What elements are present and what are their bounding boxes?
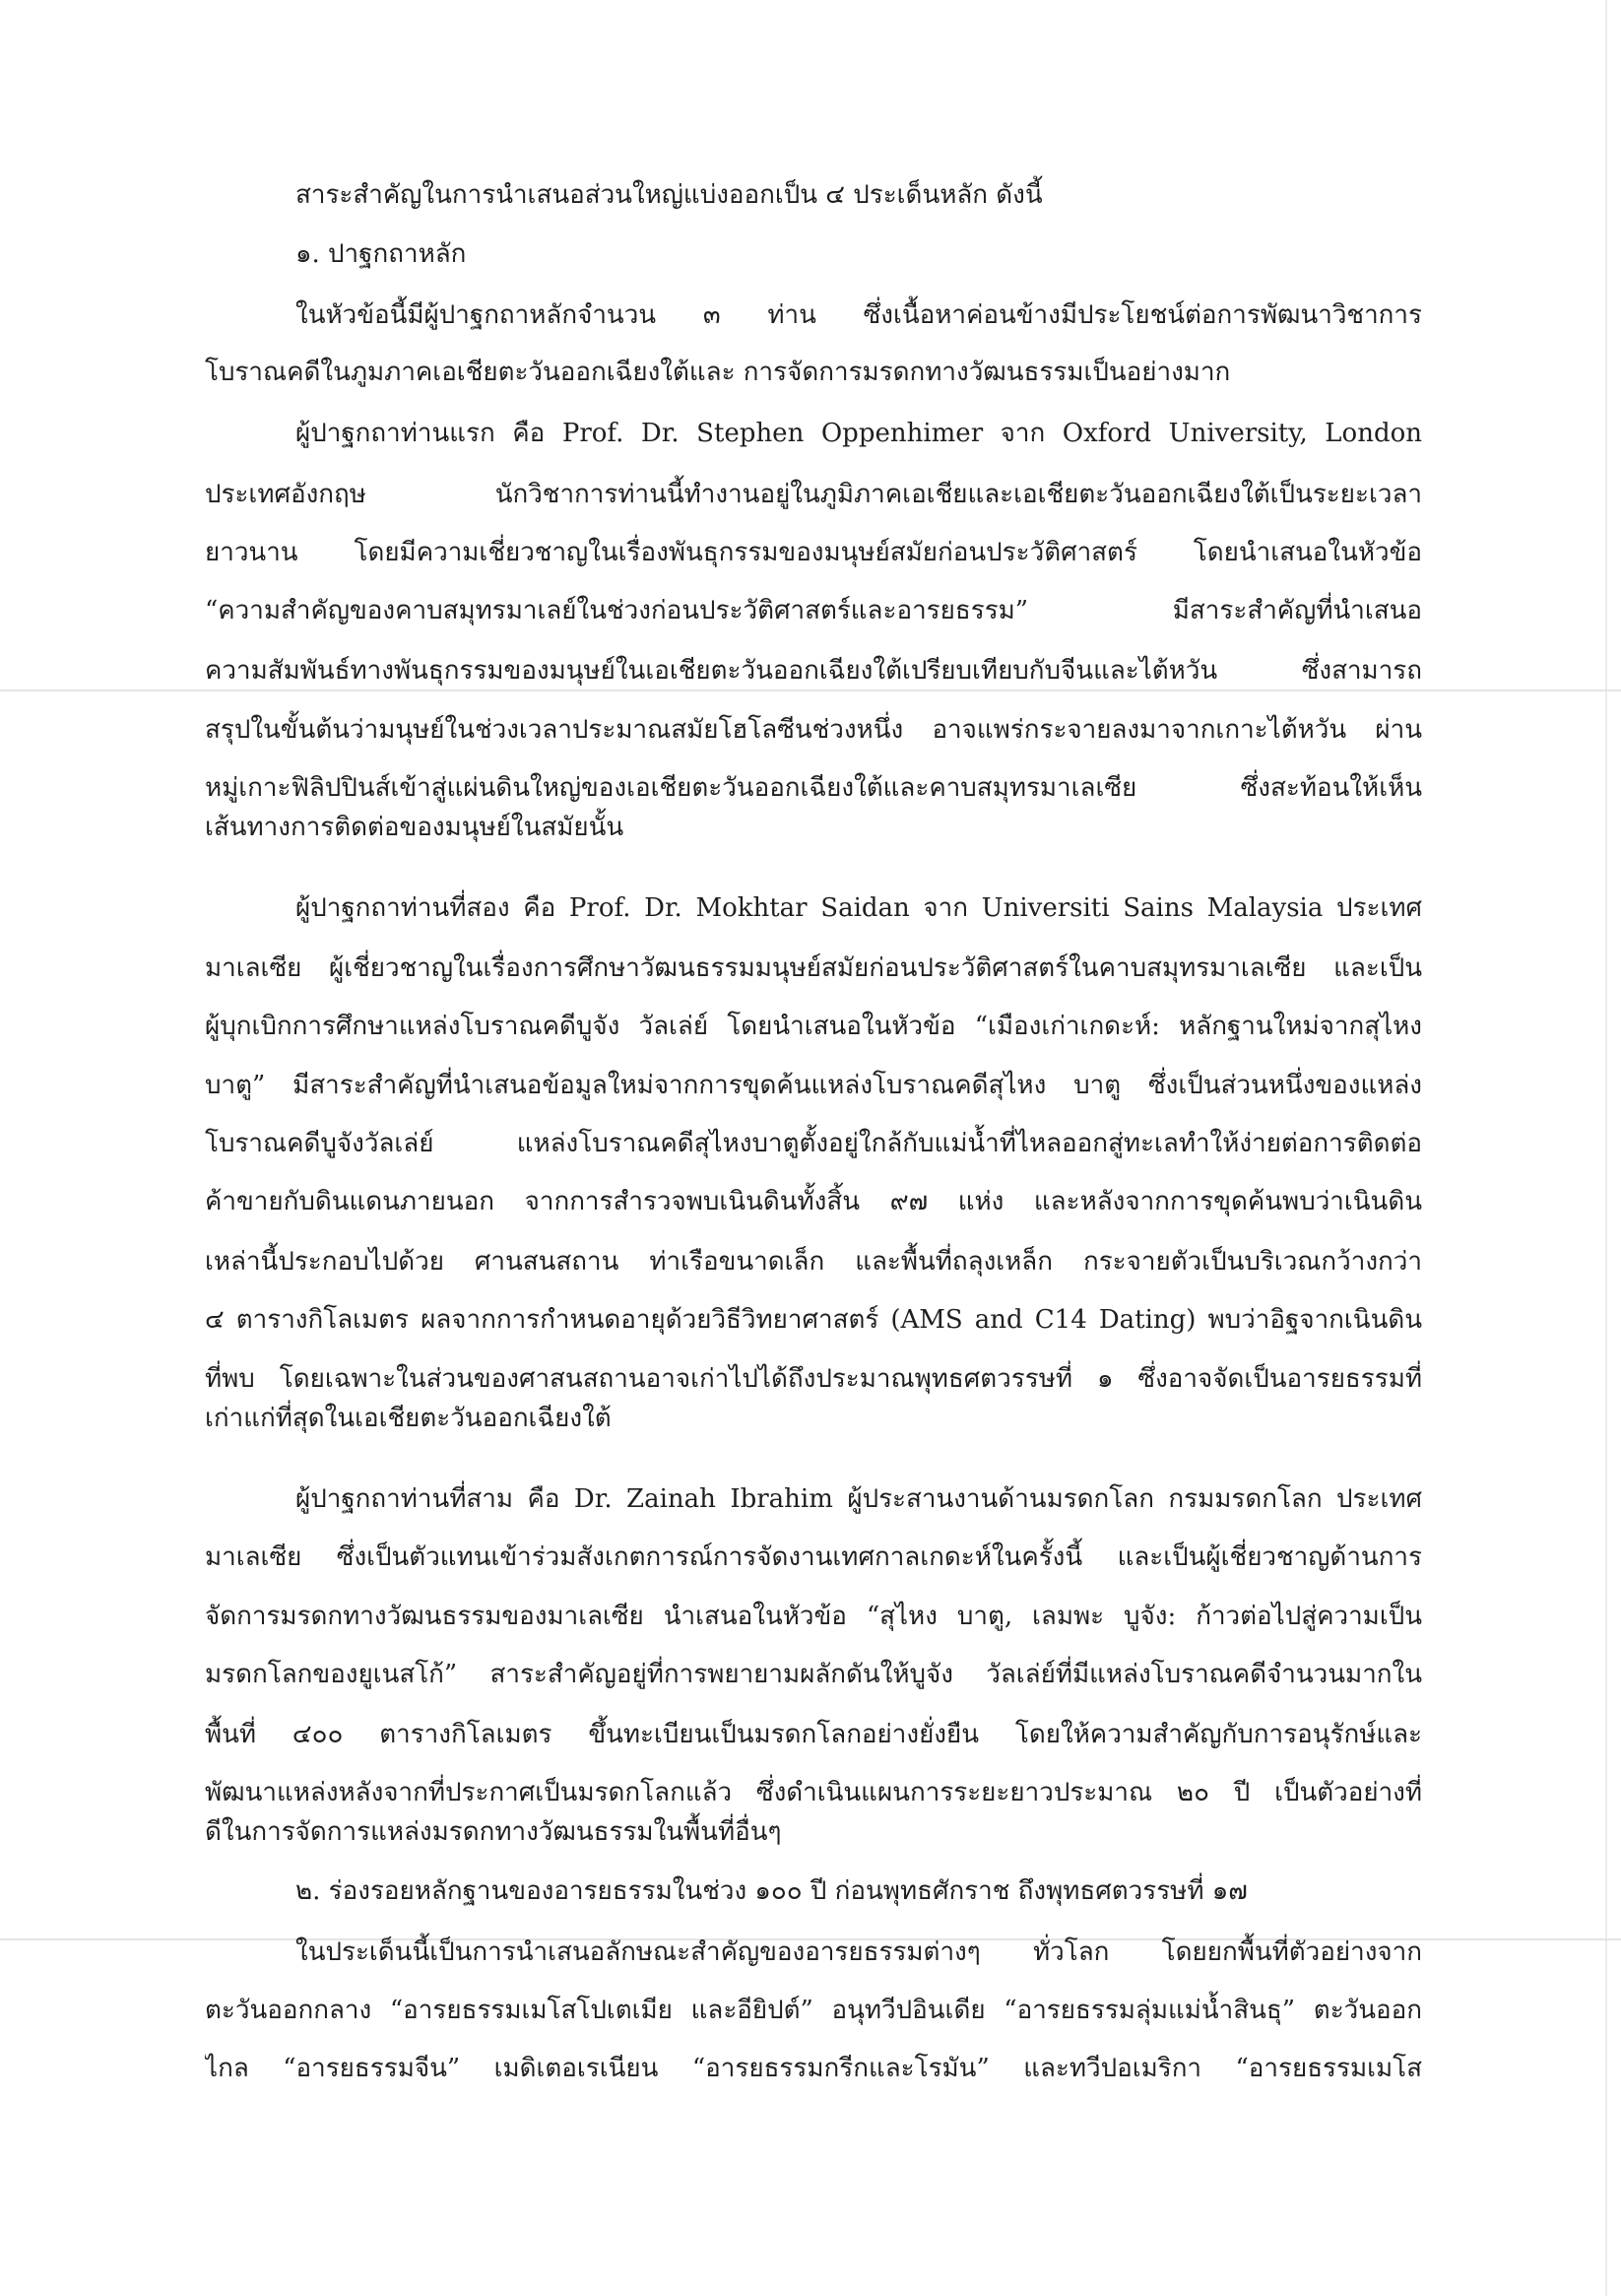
paragraph-line: พัฒนาแหล่งหลังจากที่ประกาศเป็นมรดกโลกแล้ว ซึ่งดำเนินแผนการระยะยาวประมาณ ๒๐ ปี เป็นตัวอย่างที่	[205, 1778, 1422, 1807]
intro-sentence: สาระสำคัญในการนำเสนอส่วนใหญ่แบ่งออกเป็น ๔ ประเด็นหลัก ดังนี้	[295, 180, 1043, 210]
paragraph-line: ประเทศอังกฤษ นักวิชาการท่านนี้ทำงานอยู่ในภูมิภาคเอเชียและเอเชียตะวันออกเฉียงใต้เป็นระยะเวลา	[205, 480, 1422, 509]
paragraph-line: ที่พบ โดยเฉพาะในส่วนของศาสนสถานอาจเก่าไปได้ถึงประมาณพุทธศตวรรษที่ ๑ ซึ่งอาจจัดเป็นอารยธรรมที่	[205, 1364, 1422, 1394]
paragraph-line: ในหัวข้อนี้มีผู้ปาฐกถาหลักจำนวน ๓ ท่าน ซึ่งเนื้อหาค่อนข้างมีประโยชน์ต่อการพัฒนาวิชาการ	[295, 300, 1422, 330]
paragraph-line: มาเลเซีย ผู้เชี่ยวชาญในเรื่องการศึกษาวัฒนธรรมมนุษย์สมัยก่อนประวัติศาสตร์ในคาบสมุทรมาเลเซีย และเป็น	[205, 953, 1422, 983]
paragraph-line: “ความสำคัญของคาบสมุทรมาเลย์ในช่วงก่อนประวัติศาสตร์และอารยธรรม” มีสาระสำคัญที่นำเสนอ	[205, 596, 1422, 625]
paragraph-line: สรุปในขั้นต้นว่ามนุษย์ในช่วงเวลาประมาณสมัยโฮโลซีนช่วงหนึ่ง อาจแพร่กระจายลงมาจากเกาะไต้หวัน ผ่าน	[205, 715, 1422, 745]
section-heading-1: ๑. ปาฐกถาหลัก	[295, 239, 467, 269]
paragraph-line: มาเลเซีย ซึ่งเป็นตัวแทนเข้าร่วมสังเกตการณ์การจัดงานเทศกาลเกดะห์ในครั้งนี้ และเป็นผู้เชี่ยวชาญด้านการ	[205, 1542, 1422, 1572]
paragraph-line: ความสัมพันธ์ทางพันธุกรรมของมนุษย์ในเอเชียตะวันออกเฉียงใต้เปรียบเทียบกับจีนและไต้หวัน ซึ่งสามารถ	[205, 656, 1422, 686]
paragraph-line: เส้นทางการติดต่อของมนุษย์ในสมัยนั้น	[205, 813, 624, 842]
paragraph-line: ผู้ปาฐกถาท่านที่สาม คือ Dr. Zainah Ibrahim ผู้ประสานงานด้านมรดกโลก กรมมรดกโลก ประเทศ	[295, 1484, 1422, 1514]
paragraph-line: ในประเด็นนี้เป็นการนำเสนอลักษณะสำคัญของอารยธรรมต่างๆ ทั่วโลก โดยยกพื้นที่ตัวอย่างจาก	[295, 1937, 1422, 1967]
paragraph-line: มรดกโลกของยูเนสโก้” สาระสำคัญอยู่ที่การพยายามผลักดันให้บูจัง วัลเล่ย์ที่มีแหล่งโบราณคดีจำนวนมากใน	[205, 1660, 1422, 1689]
paragraph-line: ตะวันออกกลาง “อารยธรรมเมโสโปเตเมีย และอียิปต์” อนุทวีปอินเดีย “อารยธรรมลุ่มแม่น้ำสินธุ” ตะวันออก	[205, 1996, 1422, 2025]
paragraph-line: บาตู” มีสาระสำคัญที่นำเสนอข้อมูลใหม่จากการขุดค้นแหล่งโบราณคดีสุไหง บาตู ซึ่งเป็นส่วนหนึ่งของแหล่ง	[205, 1071, 1422, 1100]
scan-edge	[1605, 0, 1607, 2296]
paragraph-line: พื้นที่ ๔๐๐ ตารางกิโลเมตร ขึ้นทะเบียนเป็นมรดกโลกอย่างยั่งยืน โดยให้ความสำคัญกับการอนุรักษ์และ	[205, 1720, 1422, 1749]
paragraph-line: ค้าขายกับดินแดนภายนอก จากการสำรวจพบเนินดินทั้งสิ้น ๙๗ แห่ง และหลังจากการขุดค้นพบว่าเนินดิน	[205, 1187, 1422, 1216]
paragraph-line: จัดการมรดกทางวัฒนธรรมของมาเลเซีย นำเสนอในหัวข้อ “สุไหง บาตู, เลมพะ บูจัง: ก้าวต่อไปสู่ความเป็น	[205, 1602, 1422, 1631]
section-heading-2: ๒. ร่องรอยหลักฐานของอารยธรรมในช่วง ๑๐๐ ปี ก่อนพุทธศักราช ถึงพุทธศตวรรษที่ ๑๗	[295, 1876, 1248, 1906]
paragraph-line: โบราณคดีในภูมภาคเอเชียตะวันออกเฉียงใต้และ การจัดการมรดกทางวัฒนธรรมเป็นอย่างมาก	[205, 358, 1231, 387]
paragraph-line: ผู้ปาฐกถาท่านแรก คือ Prof. Dr. Stephen Oppenhimer จาก Oxford University, London	[295, 419, 1422, 448]
paragraph-line: ยาวนาน โดยมีความเชี่ยวชาญในเรื่องพันธุกรรมของมนุษย์สมัยก่อนประวัติศาสตร์ โดยนำเสนอในหัวข้อ	[205, 538, 1422, 567]
paragraph-line: ดีในการจัดการแหล่งมรดกทางวัฒนธรรมในพื้นที่อื่นๆ	[205, 1817, 782, 1847]
paragraph-line: ผู้ปาฐกถาท่านที่สอง คือ Prof. Dr. Mokhtar Saidan จาก Universiti Sains Malaysia ประเทศ	[295, 893, 1422, 923]
paragraph-line: ผู้บุกเบิกการศึกษาแหล่งโบราณคดีบูจัง วัลเล่ย์ โดยนำเสนอในหัวข้อ “เมืองเก่าเกดะห์: หลักฐานใหม่จากสุไหง	[205, 1012, 1422, 1041]
paragraph-line: เหล่านี้ประกอบไปด้วย ศานสนสถาน ท่าเรือขนาดเล็ก และพื้นที่ถลุงเหล็ก กระจายตัวเป็นบริเวณกว้างกว่า	[205, 1247, 1422, 1277]
paragraph-line: โบราณคดีบูจังวัลเล่ย์ แหล่งโบราณคดีสุไหงบาตูตั้งอยู่ใกล้กับแม่น้ำที่ไหลออกสู่ทะเลทำให้ง่ายต่อการติดต่อ	[205, 1129, 1422, 1158]
paragraph-line: หมู่เกาะฟิลิปปินส์เข้าสู่แผ่นดินใหญ่ของเอเชียตะวันออกเฉียงใต้และคาบสมุทรมาเลเซีย ซึ่งสะท้อนให้เห็น	[205, 773, 1422, 803]
paragraph-line: ไกล “อารยธรรมจีน” เมดิเตอเรเนียน “อารยธรรมกรีกและโรมัน” และทวีปอเมริกา “อารยธรรมเมโส	[205, 2054, 1422, 2083]
paragraph-line: ๔ ตารางกิโลเมตร ผลจากการกำหนดอายุด้วยวิธีวิทยาศาสตร์ (AMS and C14 Dating) พบว่าอิฐจากเนินดิน	[205, 1305, 1422, 1335]
paragraph-line: เก่าแก่ที่สุดในเอเชียตะวันออกเฉียงใต้	[205, 1404, 612, 1433]
